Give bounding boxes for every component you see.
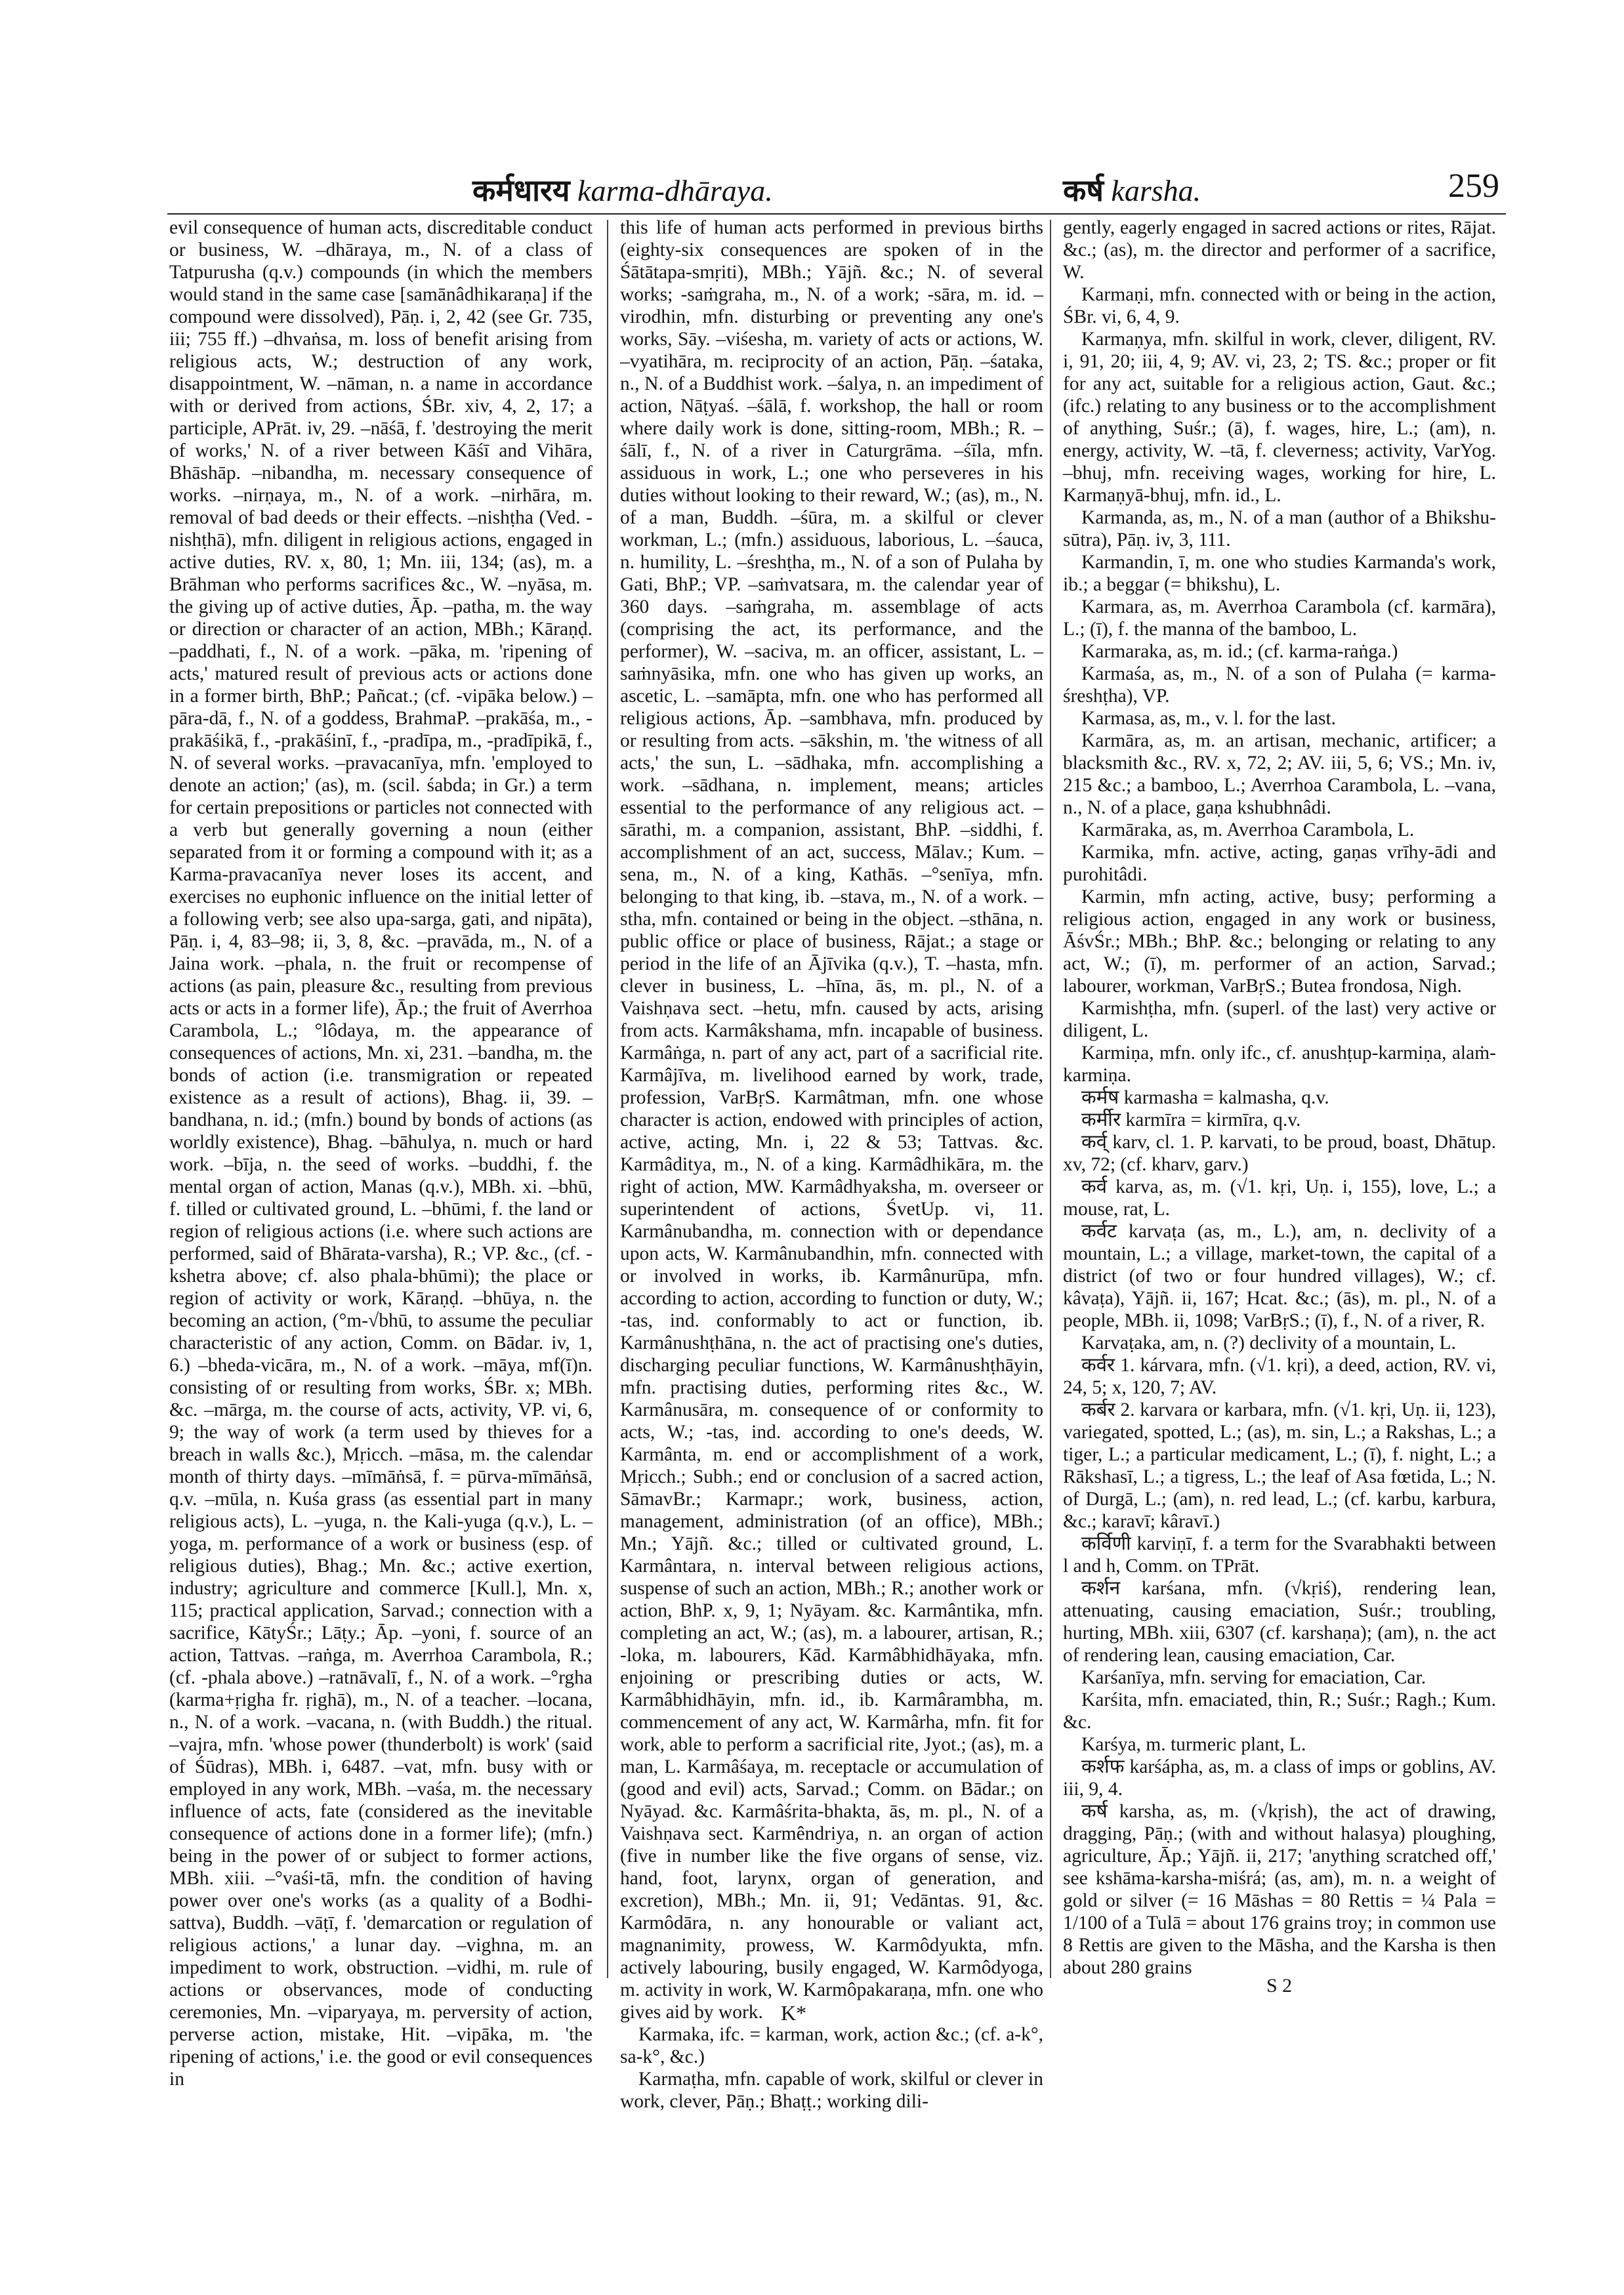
entry-paragraph: Karmika, mfn. active, acting, gaṇas vrīhy-ādi and purohitâdi. <box>1063 842 1496 885</box>
entry-paragraph: Karmasa, as, m., v. l. for the last. <box>1081 708 1337 729</box>
entry-paragraph: कर्मीर karmīra = kirmīra, q.v. <box>1081 1109 1301 1130</box>
entry-paragraph: Karmaraka, as, m. id.; (cf. karma-raṅga.) <box>1081 641 1398 662</box>
entry-paragraph: कर्बर 2. karvara or karbara, mfn. (√1. kṛi, Uṇ. ii, 123), variegated, spotted, L.; (as), m. sin, L.; a Rakshas, L.; a tiger, L.; a particular medicament, L.; (ī), f. night, L.; a Rākshasī, L.; a tigress, L.; the leaf of Asa fœtida, L.; N. of Durgā, L.; (am), n. red lead, L.; (cf. karbu, karbura, &c.; karavī; kâravī.) <box>1063 1399 1496 1532</box>
entry-paragraph: Karśanīya, mfn. serving for emaciation, Car. <box>1081 1667 1426 1688</box>
entry-paragraph: कर्व karva, as, m. (√1. kṛi, Uṇ. i, 155), love, L.; a mouse, rat, L. <box>1063 1176 1496 1220</box>
entry-paragraph: कर्शन karśana, mfn. (√kṛiś), rendering lean, attenuating, causing emaciation, Suśr.; troubling, hurting, MBh. xiii, 6307 (cf. karshaṇa); (am), n. the act of rendering lean, causing emaciation, Car. <box>1063 1578 1496 1666</box>
entry-paragraph: कर्व् karv, cl. 1. P. karvati, to be proud, boast, Dhātup. xv, 72; (cf. kharv, garv.) <box>1063 1132 1496 1175</box>
entry-paragraph: Karmaśa, as, m., N. of a son of Pulaha (= karma-śreshṭha), VP. <box>1063 663 1496 707</box>
page-number: 259 <box>1448 167 1499 205</box>
entry-paragraph: Karmāra, as, m. an artisan, mechanic, artificer; a blacksmith &c., RV. x, 72, 2; AV. iii, 5, 6; VS.; Mn. iv, 215 &c.; a bamboo, L.; Averrhoa Carambola, L. –vana, n., N. of a place, gaṇa kshubhnâdi. <box>1063 730 1496 818</box>
entry-paragraph: Karvaṭaka, am, n. (?) declivity of a mountain, L. <box>1081 1333 1456 1354</box>
signature-mark-center: K* <box>781 2001 807 2025</box>
entry-paragraph: कर्मष karmasha = kalmasha, q.v. <box>1081 1087 1329 1108</box>
header-right-headword <box>1063 169 1201 210</box>
entry-paragraph: Karmiṇa, mfn. only ifc., cf. anushṭup-karmiṇa, alaṁ-karmiṇa. <box>1063 1043 1496 1086</box>
entry-paragraph: कर्शफ karśápha, as, m. a class of imps or goblins, AV. iii, 9, 4. <box>1063 1756 1496 1800</box>
entry-paragraph: evil consequence of human acts, discreditable conduct or business, W. –dhāraya, m., N. of a class of Tatpurusha (q.v.) compounds (in which the members would stand in the same case [samānâdhikaraṇa] if the compound were dissolved), Pāṇ. i, 2, 42 (see Gr. 735, iii; 755 ff.) –dhvaṅsa, m. loss of benefit arising from religious acts, W.; destruction of any work, disappointment, W. –nāman, n. a name in accordance with or derived from actions, ŚBr. xiv, 4, 2, 17; a participle, APrāt. iv, 29. –nāśā, f. 'destroying the merit of works,' N. of a river between Kāśī and Vihāra, Bhāshāp. –nibandha, m. necessary consequence of works. –nirṇaya, m., N. of a work. –nirhāra, m. removal of bad deeds or their effects. –nishṭha (Ved. -nishṭhā), mfn. diligent in religious actions, engaged in active duties, RV. x, 80, 1; Mn. iii, 134; (as), m. a Brāhman who performs sacrifices &c., W. –nyāsa, m. the giving up of active duties, Āp. –patha, m. the way or direction or character of an action, MBh.; Kāraṇḍ. –paddhati, f., N. of a work. –pāka, m. 'ripening of acts,' matured result of previous acts or actions done in a former birth, BhP.; Pañcat.; (cf. -vipāka below.) –pāra-dā, f., N. of a goddess, BrahmaP. –prakāśa, m., -prakāśikā, f., -prakāśinī, f., -pradīpa, m., -pradīpikā, f., N. of several works. –pravacanīya, mfn. 'employed to denote an action;' (as), m. (scil. śabda; in Gr.) a term for certain prepositions or particles not connected with a verb but generally governing a noun (either separated from it or forming a compound with it; as a Karma-pravacanīya never loses its accent, and exercises no euphonic influence on the initial letter of a following verb; see also upa-sarga, gati, and nipāta), Pāṇ. i, 4, 83–98; ii, 3, 8, &c. –pravāda, m., N. of a Jaina work. –phala, n. the fruit or recompense of actions (as pain, pleasure &c., resulting from previous acts or acts in a former life), Āp.; the fruit of Averrhoa Carambola, L.; °lôdaya, m. the appearance of consequences of actions, Mn. xi, 231. –bandha, m. the bonds of action (i.e. transmigration or repeated existence as a result of actions), Bhag. ii, 39. –bandhana, n. id.; (mfn.) bound by bonds of actions (as worldly existence), Bhag. –bāhulya, n. much or hard work. –bīja, n. the seed of works. –buddhi, f. the mental organ of action, Manas (q.v.), MBh. xi. –bhū, f. tilled or cultivated ground, L. –bhūmi, f. the land or region of religious actions (i.e. where such actions are performed, said of Bhārata-varsha), R.; VP. &c., (cf. -kshetra above; cf. also phala-bhūmi); the place or region of activity or work, Kāraṇḍ. –bhūya, n. the becoming an action, (°m-√bhū, to assume the peculiar characteristic of any action, Comm. on Bādar. iv, 1, 6.) –bheda-vicāra, m., N. of a work. –māya, mf(ī)n. consisting of or resulting from works, ŚBr. x; MBh. &c. –mārga, m. the course of acts, activity, VP. vi, 6, 9; the way of work (a term used by thieves for a breach in walls &c.), Mṛicch. –māsa, m. the calendar month of thirty days. –mīmāṅsā, f. = pūrva-mīmāṅsā, q.v. –mūla, n. Kuśa grass (as essential part in many religious acts), L. –yuga, n. the Kali-yuga (q.v.), L. –yoga, m. performance of a work or business (esp. of religious duties), Bhag.; Mn. &c.; active exertion, industry; agriculture and commerce [Kull.], Mn. x, 115; practical application, Sarvad.; connection with a sacrifice, KātyŚr.; Lāṭy.; Āp. –yoni, f. source of an action, Tattvas. –raṅga, m. Averrhoa Carambola, R.; (cf. -phala above.) –ratnāvalī, f., N. of a work. –°rgha (karma+ṛigha fr. ṛighā), m., N. of a teacher. –locana, n., N. of a work. –vacana, n. (with Buddh.) the ritual. –vajra, mfn. 'whose power (thunderbolt) is work' (said of Śūdras), MBh. i, 6487. –vat, mfn. busy with or employed in any work, MBh. –vaśa, m. the necessary influence of acts, fate (considered as the inevitable consequence of actions done in a former life); (mfn.) being in the power of or subject to former actions, MBh. xiii. –°vaśi-tā, mfn. the condition of having power over one's works (as a quality of a Bodhi-sattva), Buddh. –vāṭī, f. 'demarcation or regulation of religious actions,' a lunar day. –vighna, m. an impediment to work, obstruction. –vidhi, m. rule of actions or observances, mode of conducting ceremonies, Mn. –viparyaya, m. perversity of action, perverse action, mistake, Hit. –vipāka, m. 'the ripening of actions,' i.e. the good or evil consequences in <box>169 217 593 2090</box>
header-right-roman: karsha. <box>1111 174 1201 207</box>
column-1 <box>169 217 593 2090</box>
header-right-devanagari: कर्ष <box>1063 174 1104 207</box>
column-3 <box>1063 217 1496 1978</box>
entry-paragraph: कर्ष karsha, as, m. (√kṛish), the act of drawing, dragging, Pāṇ.; (with and without halasya) ploughing, agriculture, Āp.; Yājñ. ii, 217; 'anything scratched off,' see kshāma-karsha-miśrá; (as, am), m. n. a weight of gold or silver (= 16 Māshas = 80 Rettis = ¼ Pala = 1/100 of a Tulā = about 176 grains troy; in common use 8 Rettis are given to the Māsha, and the Karsha is then about 280 grains <box>1063 1801 1496 1978</box>
entry-paragraph: कर्वट karvaṭa (as, m., L.), am, n. declivity of a mountain, L.; a village, market-town, the capital of a district (of two or four hundred villages), W.; cf. kâvaṭa), Yājñ. ii, 167; Hcat. &c.; (ās), m. pl., N. of a people, MBh. ii, 1098; VarBṛS.; (ī), f., N. of a river, R. <box>1063 1221 1496 1331</box>
signature-mark-right: S 2 <box>1266 1975 1293 1996</box>
running-header <box>164 157 1499 210</box>
header-rule <box>167 213 1506 215</box>
header-left-devanagari: कर्मधारय <box>472 174 570 207</box>
column-divider-1 <box>607 220 608 1978</box>
entry-paragraph: gently, eagerly engaged in sacred actions or rites, Rājat. &c.; (as), m. the director and performer of a sacrifice, W. <box>1063 217 1496 283</box>
entry-paragraph: कर्वर 1. kárvara, mfn. (√1. kṛi), a deed, action, RV. vi, 24, 5; x, 120, 7; AV. <box>1063 1355 1496 1398</box>
entry-paragraph: Karśita, mfn. emaciated, thin, R.; Suśr.; Ragh.; Kum. &c. <box>1063 1689 1496 1733</box>
column-divider-2 <box>1050 220 1051 1978</box>
entry-paragraph: this life of human acts performed in previous births (eighty-six consequences are spoken of in the Śātātapa-smṛiti), MBh.; Yājñ. &c.; N. of several works; -saṁgraha, m., N. of a work; -sāra, m. id. –virodhin, mfn. disturbing or preventing any one's works, Sāy. –viśesha, m. variety of acts or actions, W. –vyatihāra, m. reciprocity of an action, Pāṇ. –śataka, n., N. of a Buddhist work. –śalya, n. an impediment of action, Nāṭyaś. –śālā, f. workshop, the hall or room where daily work is done, sitting-room, MBh.; R. –śālī, f., N. of a river in Caturgrāma. –śīla, mfn. assiduous in work, L.; one who perseveres in his duties without looking to their reward, W.; (as), m., N. of a man, Buddh. –śūra, m. a skilful or clever workman, L.; (mfn.) assiduous, laborious, L. –śauca, n. humility, L. –śreshṭha, m., N. of a son of Pulaha by Gati, BhP.; VP. –saṁvatsara, m. the calendar year of 360 days. –saṁgraha, m. assemblage of acts (comprising the act, its performance, and the performer), W. –saciva, m. an officer, assistant, L. –saṁnyāsika, mfn. one who has given up works, an ascetic, L. –samāpta, mfn. one who has performed all religious actions, Āp. –sambhava, mfn. produced by or resulting from acts. –sākshin, m. 'the witness of all acts,' the sun, L. –sādhaka, mfn. accomplishing a work. –sādhana, n. implement, means; articles essential to the performance of any religious act. –sārathi, m. a companion, assistant, BhP. –siddhi, f. accomplishment of an act, success, Mālav.; Kum. –sena, m., N. of a king, Kathās. –°senīya, mfn. belonging to that king, ib. –stava, m., N. of a work. –stha, mfn. contained or being in the object. –sthāna, n. public office or place of business, Rājat.; a stage or period in the life of an Ājīvika (q.v.), T. –hasta, mfn. clever in business, L. –hīna, ās, m. pl., N. of a Vaishṇava sect. –hetu, mfn. caused by acts, arising from acts. Karmâkshama, mfn. incapable of business. Karmâṅga, n. part of any act, part of a sacrificial rite. Karmâjīva, m. livelihood earned by work, trade, profession, VarBṛS. Karmâtman, mfn. one whose character is action, endowed with principles of action, active, acting, Mn. i, 22 & 53; Tattvas. &c. Karmâditya, m., N. of a king. Karmâdhikāra, m. the right of action, MW. Karmâdhyaksha, m. overseer or superintendent of actions, ŚvetUp. vi, 11. Karmânubandha, m. connection with or dependance upon acts, W. Karmânubandhin, mfn. connected with or involved in works, ib. Karmânurūpa, mfn. according to action, according to function or duty, W.; -tas, ind. conformably to act or function, ib. Karmânushṭhāna, n. the act of practising one's duties, discharging peculiar functions, W. Karmânushṭhāyin, mfn. practising duties, performing rites &c., W. Karmânusāra, m. consequence of or conformity to acts, W.; -tas, ind. according to one's deeds, W. Karmânta, m. end or accomplishment of a work, Mṛicch.; Subh.; end or conclusion of a sacred action, SāmavBr.; Karmapr.; work, business, action, management, administration (of an office), MBh.; Mn.; Yājñ. &c.; tilled or cultivated ground, L. Karmântara, n. interval between religious actions, suspense of such an action, MBh.; R.; another work or action, BhP. x, 9, 1; Nyāyam. &c. Karmântika, mfn. completing an act, W.; (as), m. a labourer, artisan, R.; -loka, m. labourers, Kād. Karmâbhidhāyaka, mfn. enjoining or prescribing duties or acts, W. Karmâbhidhāyin, mfn. id., ib. Karmârambha, m. commencement of any act, W. Karmârha, mfn. fit for work, able to perform a sacrificial rite, Jyot.; (as), m. a man, L. Karmâśaya, m. receptacle or accumulation of (good and evil) acts, Sarvad.; Comm. on Bādar.; on Nyāyad. &c. Karmâśrita-bhakta, ās, m. pl., N. of a Vaishṇava sect. Karmêndriya, n. an organ of action (five in number like the five organs of sense, viz. hand, foot, larynx, organ of generation, and excretion), MBh.; Mn. ii, 91; Vedāntas. 91, &c. Karmôdāra, n. any honourable or valiant act, magnanimity, prowess, W. Karmôdyukta, mfn. actively labouring, busily engaged, W. Karmôdyoga, m. activity in work, W. Karmôpakaraṇa, mfn. one who gives aid by work. <box>620 217 1043 2023</box>
entry-paragraph: Karmaṇya, mfn. skilful in work, clever, diligent, RV. i, 91, 20; iii, 4, 9; AV. vi, 23, 2; TS. &c.; proper or fit for any act, suitable for a religious action, Gaut. &c.; (ifc.) relating to any business or to the accomplishment of anything, Suśr.; (ā), f. wages, hire, L.; (am), n. energy, activity, W. –tā, f. cleverness; activity, VarYog. –bhuj, mfn. receiving wages, working for hire, L. Karmaṇyā-bhuj, mfn. id., L. <box>1063 329 1496 506</box>
entry-paragraph: Karmāraka, as, m. Averrhoa Carambola, L. <box>1081 819 1415 840</box>
entry-paragraph: Karmara, as, m. Averrhoa Carambola (cf. karmāra), L.; (ī), f. the manna of the bamboo, L. <box>1063 596 1496 640</box>
header-left-roman: karma-dhāraya. <box>577 174 773 207</box>
header-left-headword <box>472 169 773 210</box>
entry-paragraph: Karmanda, as, m., N. of a man (author of a Bhikshu-sūtra), Pāṇ. iv, 3, 111. <box>1063 507 1496 550</box>
entry-paragraph: Karmishṭha, mfn. (superl. of the last) very active or diligent, L. <box>1063 998 1496 1041</box>
column-2 <box>620 217 1043 2112</box>
entry-paragraph: Karmaka, ifc. = karman, work, action &c.; (cf. a-k°, sa-k°, &c.) <box>620 2024 1043 2067</box>
entry-paragraph: Karmin, mfn acting, active, busy; performing a religious action, engaged in any work or business, ĀśvŚr.; MBh.; BhP. &c.; belonging or relating to any act, W.; (ī), m. performer of an action, Sarvad.; labourer, workman, VarBṛS.; Butea frondosa, Nigh. <box>1063 886 1496 997</box>
entry-paragraph: कर्विणी karviṇī, f. a term for the Svarabhakti between l and h, Comm. on TPrāt. <box>1063 1533 1496 1577</box>
entry-paragraph: Karśya, m. turmeric plant, L. <box>1081 1734 1306 1755</box>
entry-paragraph: Karmaṇi, mfn. connected with or being in the action, ŚBr. vi, 6, 4, 9. <box>1063 284 1496 327</box>
entry-paragraph: Karmaṭha, mfn. capable of work, skilful or clever in work, clever, Pāṇ.; Bhaṭṭ.; working dili- <box>620 2069 1043 2112</box>
entry-paragraph: Karmandin, ī, m. one who studies Karmanda's work, ib.; a beggar (= bhikshu), L. <box>1063 552 1496 595</box>
